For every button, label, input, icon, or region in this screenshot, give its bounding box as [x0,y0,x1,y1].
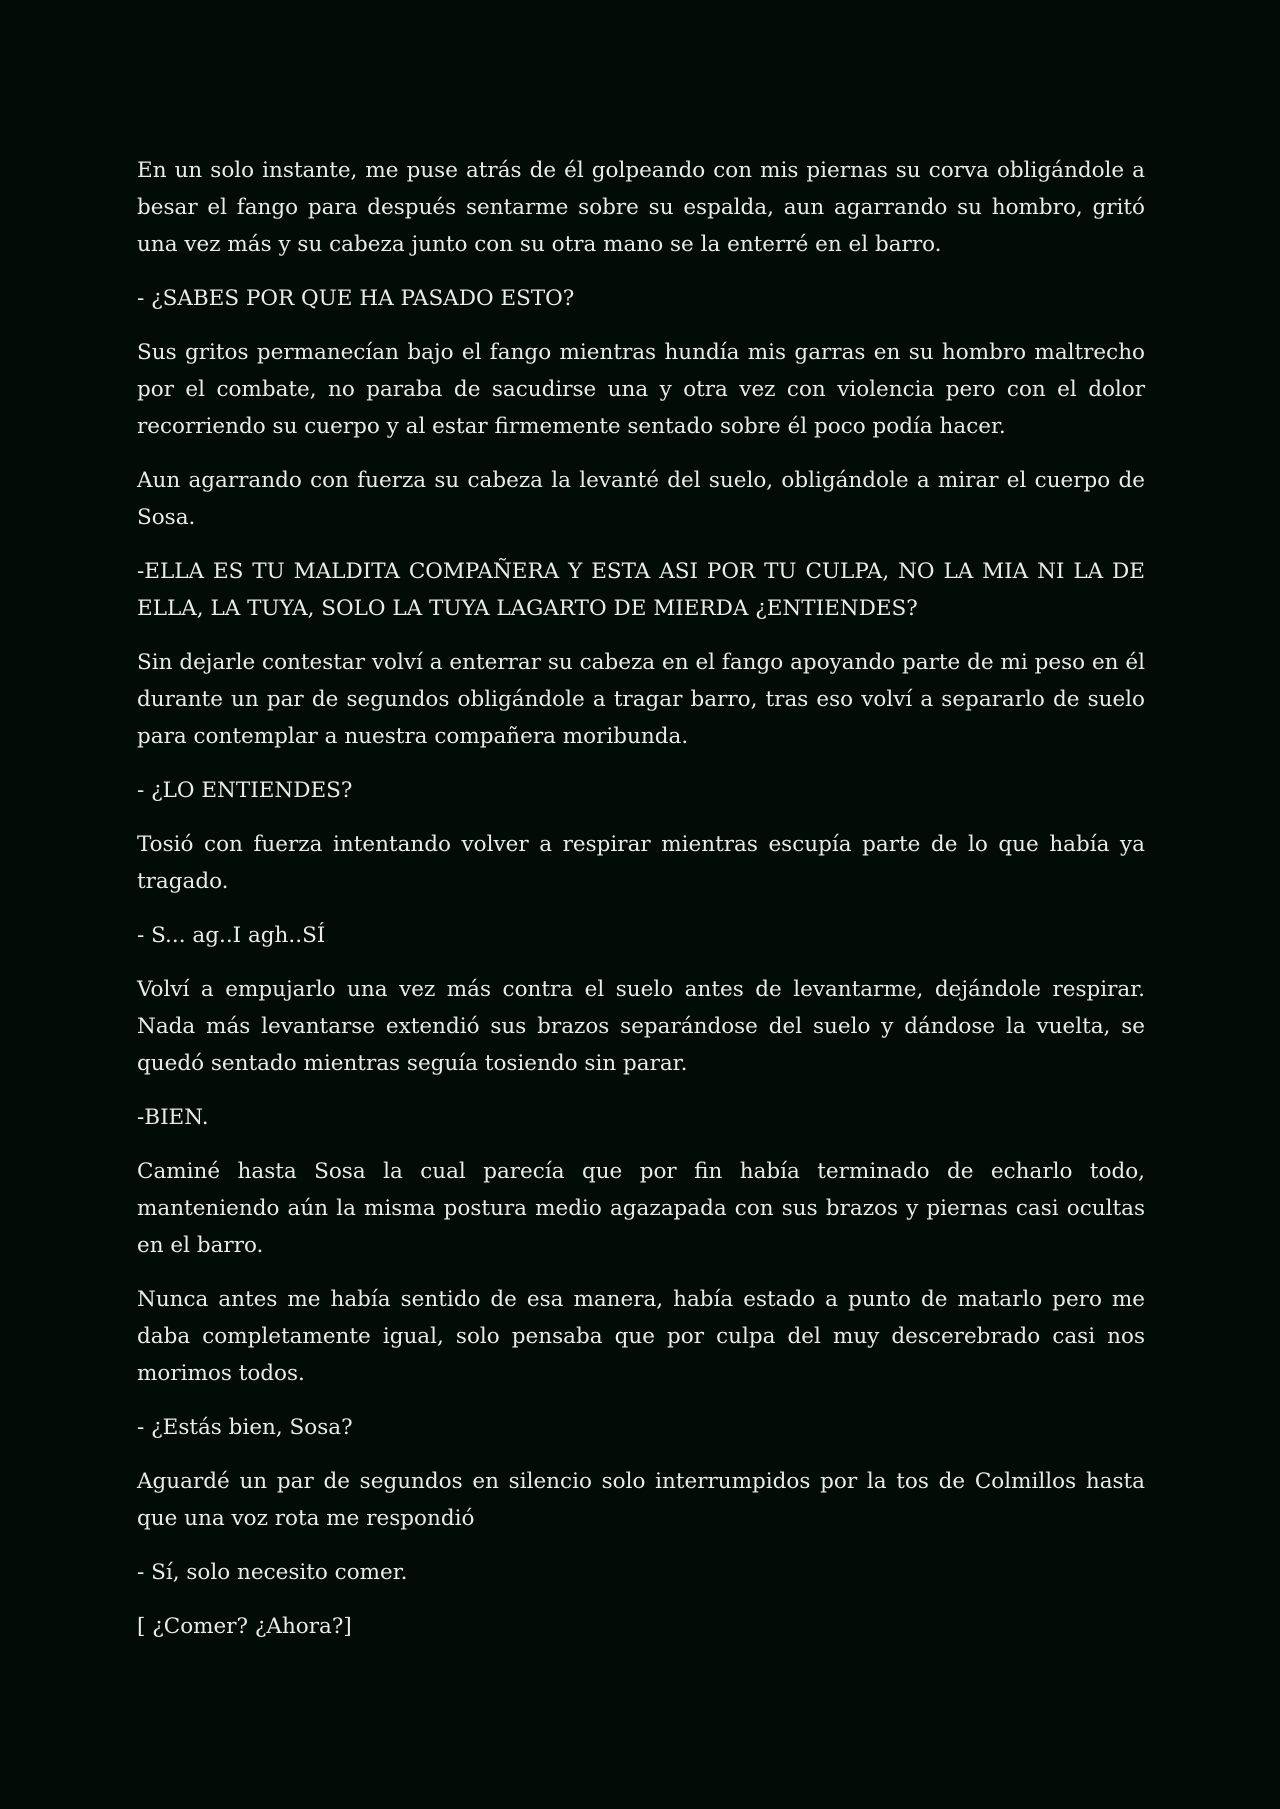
narrative-paragraph: Tosió con fuerza intentando volver a respirar mientras escupía parte de lo que había ya tragado. [137,832,1145,894]
dialogue-line: - ¿Estás bien, Sosa? [137,1415,353,1440]
narrative-paragraph: Nunca antes me había sentido de esa manera, había estado a punto de matarlo pero me daba completamente igual, solo pensaba que por culpa del muy descerebrado casi nos morimos todos. [137,1287,1145,1386]
thought-line: [ ¿Comer? ¿Ahora?] [137,1614,352,1639]
dialogue-line: -ELLA ES TU MALDITA COMPAÑERA Y ESTA ASI POR TU CULPA, NO LA MIA NI LA DE ELLA, LA TUYA, SOLO LA TUYA LAGARTO DE MIERDA ¿ENTIENDES? [137,559,1145,621]
narrative-paragraph: Volví a empujarlo una vez más contra el suelo antes de levantarme, dejándole respirar. Nada más levantarse extendió sus brazos separándose del suelo y dándose la vuelta, se quedó sentado mientras seguía tosiendo sin parar. [137,977,1145,1076]
dialogue-line: - S... ag..I agh..SÍ [137,923,326,948]
narrative-paragraph: En un solo instante, me puse atrás de él golpeando con mis piernas su corva obligándole a besar el fango para después sentarme sobre su espalda, aun agarrando su hombro, gritó una vez más y su cabeza junto con su otra mano se la enterré en el barro. [137,158,1145,257]
dialogue-line: -BIEN. [137,1105,209,1130]
document-page [137,152,1145,1662]
narrative-paragraph: Caminé hasta Sosa la cual parecía que por fin había terminado de echarlo todo, manteniendo aún la misma postura medio agazapada con sus brazos y piernas casi ocultas en el barro. [137,1159,1145,1258]
narrative-paragraph: Sin dejarle contestar volví a enterrar su cabeza en el fango apoyando parte de mi peso en él durante un par de segundos obligándole a tragar barro, tras eso volví a separarlo de suelo para contemplar a nuestra compañera moribunda. [137,650,1145,749]
narrative-paragraph: Sus gritos permanecían bajo el fango mientras hundía mis garras en su hombro maltrecho por el combate, no paraba de sacudirse una y otra vez con violencia pero con el dolor recorriendo su cuerpo y al estar firmemente sentado sobre él poco podía hacer. [137,340,1145,439]
dialogue-line: - ¿SABES POR QUE HA PASADO ESTO? [137,286,575,311]
narrative-paragraph: Aguardé un par de segundos en silencio solo interrumpidos por la tos de Colmillos hasta que una voz rota me respondió [137,1469,1145,1531]
narrative-paragraph: Aun agarrando con fuerza su cabeza la levanté del suelo, obligándole a mirar el cuerpo de Sosa. [137,468,1145,530]
dialogue-line: - Sí, solo necesito comer. [137,1560,408,1585]
dialogue-line: - ¿LO ENTIENDES? [137,778,353,803]
